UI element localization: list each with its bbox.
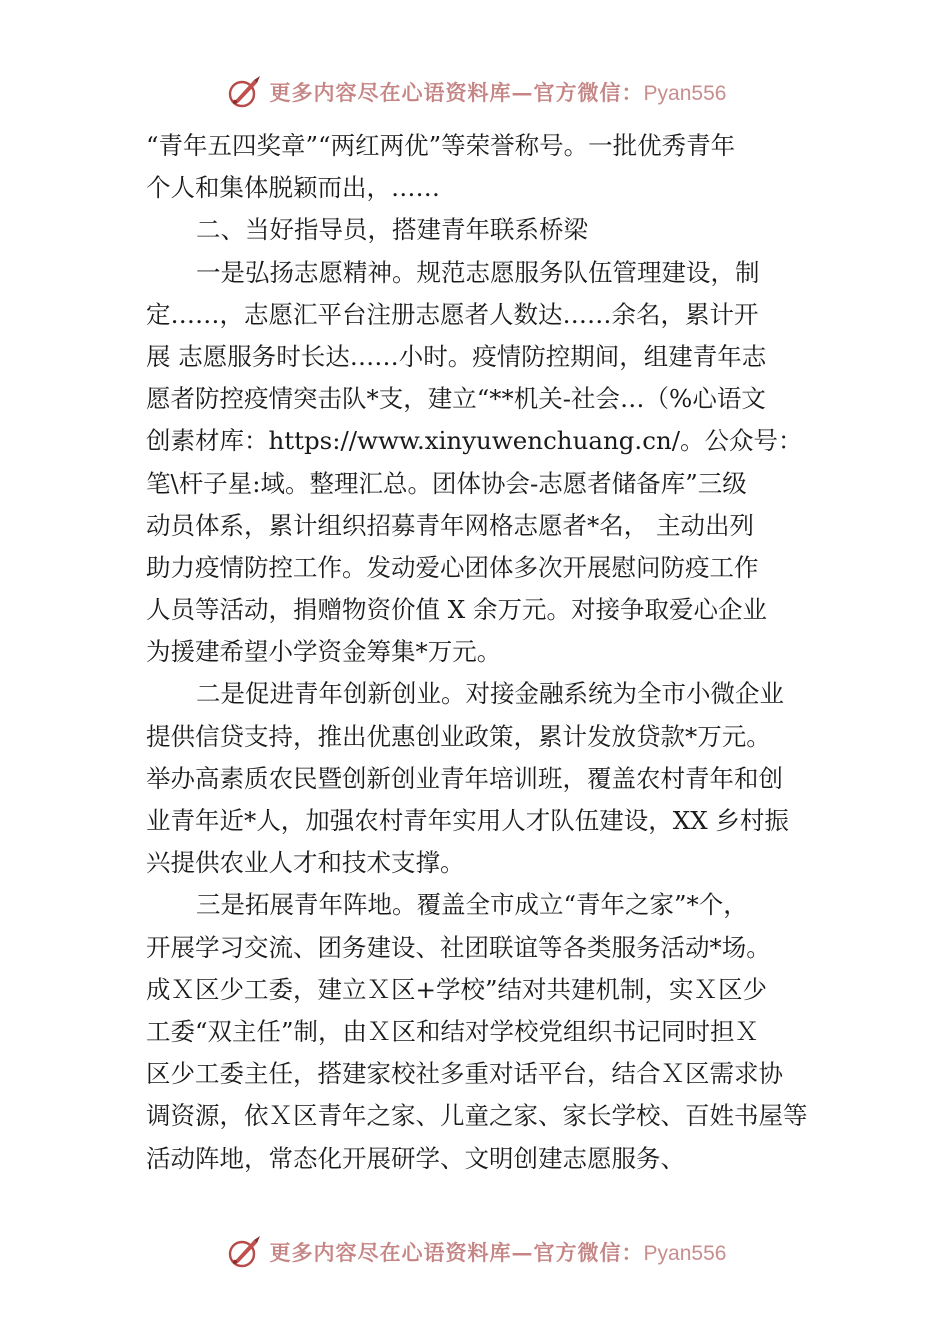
header-banner-text: 更多内容尽在心语资料库—官方微信：Pyan556 — [269, 80, 727, 105]
text-line: 业青年近*人，加强农村青年实用人才队伍建设，XX 乡村振 — [146, 806, 789, 835]
text-line: 创素材库：https://www.xinyuwenchuang.cn/。公众号： — [146, 426, 803, 456]
footer-banner — [0, 1232, 950, 1272]
text-line: 定……，志愿汇平台注册志愿者人数达……余名，累计开 — [146, 299, 759, 329]
text-line: 二是促进青年创新创业。对接金融系统为全市小微企业 — [196, 679, 784, 709]
footer-banner-text: 更多内容尽在心语资料库—官方微信：Pyan556 — [269, 1240, 727, 1265]
text-line: 成Ｘ区少工委，建立Ｘ区+学校”结对共建机制，实Ｘ区少 — [146, 974, 768, 1004]
text-line: 区少工委主任，搭建家校社多重对话平台，结合Ｘ区需求协 — [146, 1059, 783, 1089]
text-line: 助力疫情防控工作。发动爱心团体多次开展慰问防疫工作 — [146, 552, 759, 582]
header-banner — [0, 72, 950, 112]
body-text — [146, 125, 808, 1180]
text-line: 活动阵地，常态化开展研学、文明创建志愿服务、 — [146, 1143, 685, 1173]
text-line: 一是弘扬志愿精神。规范志愿服务队伍管理建设，制 — [196, 257, 760, 287]
text-line: 提供信贷支持，推出优惠创业政策，累计发放贷款*万元。 — [146, 721, 771, 751]
text-line: 动员体系，累计组织招募青年网格志愿者*名， 主动出列 — [146, 510, 755, 540]
text-line: 人员等活动，捐赠物资价值 X 余万元。对接争取爱心企业 — [146, 595, 768, 625]
text-line: 工委“双主任”制，由Ｘ区和结对学校党组织书记同时担Ｘ — [146, 1016, 760, 1046]
text-line: 开展学习交流、团务建设、社团联谊等各类服务活动*场。 — [146, 932, 771, 962]
text-line: 愿者防控疫情突击队*支，建立“**机关-社会…（%心语文 — [146, 384, 766, 414]
text-line: 个人和集体脱颖而出，…… — [146, 173, 440, 203]
section-heading: 二、当好指导员，搭建青年联系桥梁 — [196, 215, 588, 245]
text-line: 兴提供农业人才和技术支撑。 — [146, 848, 465, 878]
text-line: 三是拓展青年阵地。覆盖全市成立“青年之家”*个， — [196, 890, 748, 920]
quill-logo-icon — [224, 1232, 264, 1272]
text-line: 为援建希望小学资金筹集*万元。 — [146, 637, 502, 667]
footer-wechat-id: Pyan556 — [643, 1242, 727, 1265]
quill-logo-icon — [224, 72, 264, 112]
text-line: 展 志愿服务时长达……小时。疫情防控期间，组建青年志 — [146, 341, 767, 371]
text-line: “青年五四奖章”“两红两优”等荣誉称号。一批优秀青年 — [146, 131, 736, 160]
text-line: 调资源，依Ｘ区青年之家、儿童之家、家长学校、百姓书屋等 — [146, 1101, 808, 1131]
header-wechat-id: Pyan556 — [643, 82, 727, 105]
text-line: 举办高素质农民暨创新创业青年培训班，覆盖农村青年和创 — [146, 763, 783, 793]
text-line: 笔\杆子星:域。整理汇总。团体协会-志愿者储备库”三级 — [146, 468, 747, 498]
